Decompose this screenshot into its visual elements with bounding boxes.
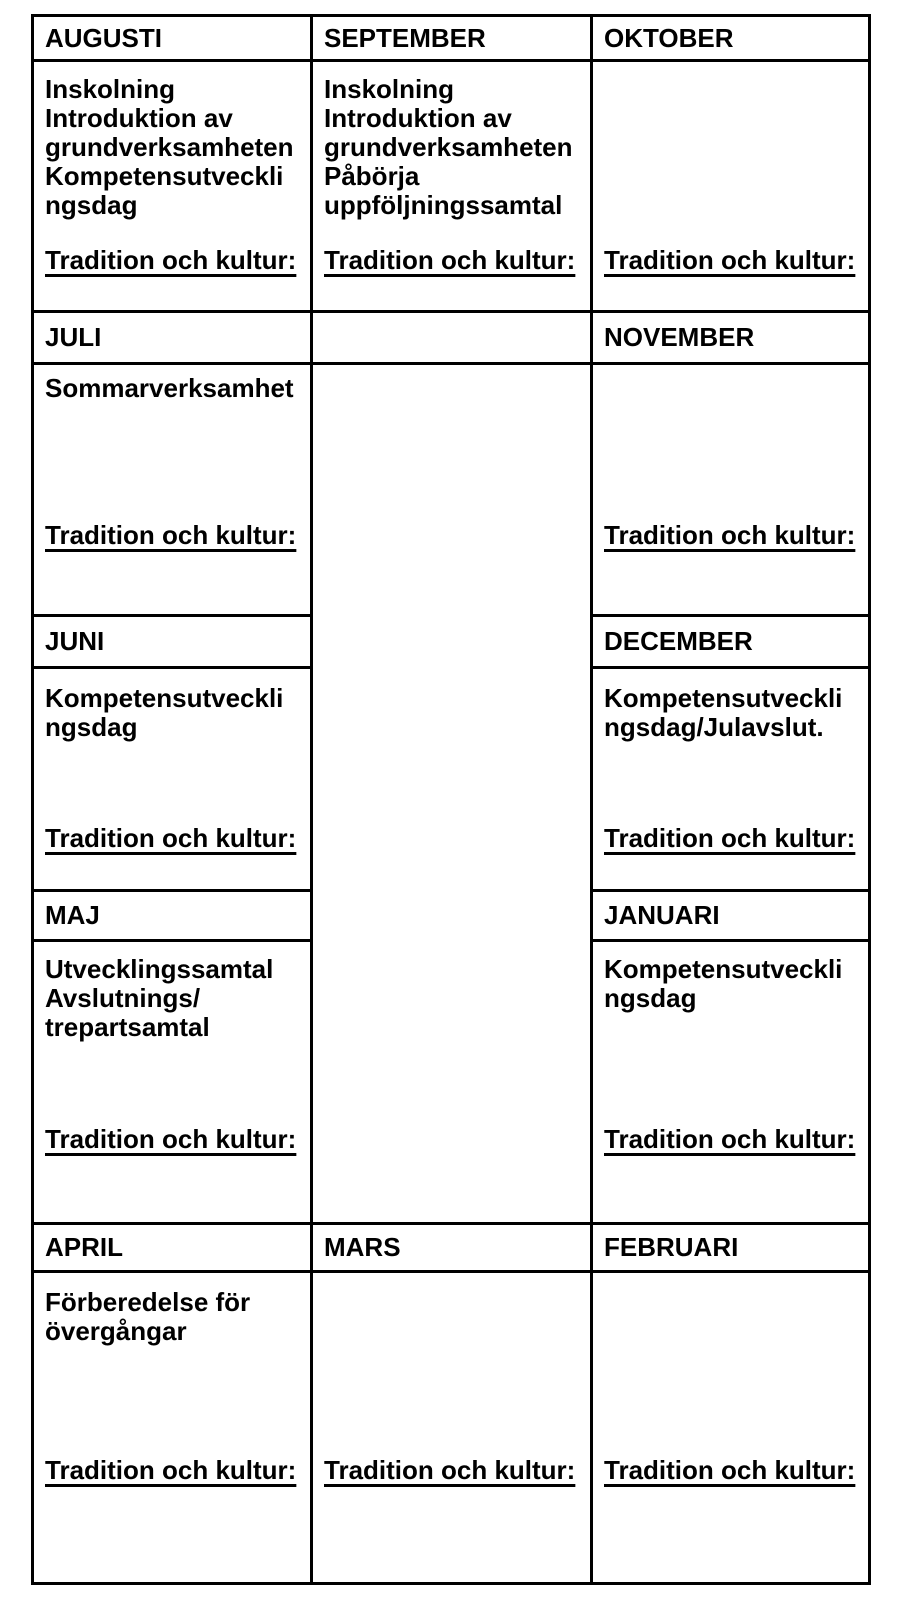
month-header-februari: FEBRUARI <box>592 1224 870 1272</box>
tradition-kultur-label: Tradition och kultur: <box>604 520 856 550</box>
month-cell-september <box>312 61 592 312</box>
september-activities <box>313 62 590 220</box>
month-header-december: DECEMBER <box>592 616 870 668</box>
activity-line: Förberedelse för <box>45 1287 251 1317</box>
activity-line: grundverksamheten <box>324 132 573 162</box>
activity-line: Kompetensutveckli <box>604 683 843 713</box>
april-activities <box>34 1273 310 1346</box>
month-cell-februari <box>592 1272 870 1584</box>
december-activities <box>593 669 868 742</box>
activity-line: Kompetensutveckli <box>604 954 843 984</box>
month-header-mars: MARS <box>312 1224 592 1272</box>
januari-activities <box>593 942 868 1013</box>
tradition-kultur-label: Tradition och kultur: <box>604 1124 856 1154</box>
tradition-kultur-label: Tradition och kultur: <box>45 1455 297 1485</box>
month-header-september: SEPTEMBER <box>312 16 592 61</box>
month-header-april: APRIL <box>33 1224 312 1272</box>
tradition-kultur-label: Tradition och kultur: <box>45 245 297 275</box>
month-header-november: NOVEMBER <box>592 312 870 364</box>
activity-line: Inskolning <box>324 74 454 104</box>
month-cell-augusti <box>33 61 312 312</box>
month-header-augusti: AUGUSTI <box>33 16 312 61</box>
maj-activities <box>34 942 310 1042</box>
activity-line: Avslutnings/ <box>45 983 201 1013</box>
activity-line: övergångar <box>45 1316 187 1346</box>
month-cell-november <box>592 364 870 616</box>
empty-header-cell <box>312 312 592 364</box>
tradition-kultur-label: Tradition och kultur: <box>604 823 856 853</box>
month-cell-april <box>33 1272 312 1584</box>
activity-line: Påbörja <box>324 161 420 191</box>
activity-line: ngsdag/Julavslut. <box>604 712 824 742</box>
juni-activities <box>34 669 310 742</box>
month-header-oktober: OKTOBER <box>592 16 870 61</box>
activity-line: Introduktion av <box>45 103 233 133</box>
tradition-kultur-label: Tradition och kultur: <box>324 1455 576 1485</box>
merged-empty-cell <box>312 364 592 1224</box>
month-cell-mars <box>312 1272 592 1584</box>
activity-line: ngsdag <box>45 712 138 742</box>
year-planner-table <box>31 14 871 1585</box>
activity-line: uppföljningssamtal <box>324 190 563 220</box>
activity-line: ngsdag <box>45 190 138 220</box>
activity-line: Kompetensutveckli <box>45 161 284 191</box>
month-cell-december <box>592 668 870 891</box>
juli-activities <box>34 365 310 403</box>
month-header-juli: JULI <box>33 312 312 364</box>
activity-line: ngsdag <box>604 983 697 1013</box>
activity-line: Kompetensutveckli <box>45 683 284 713</box>
tradition-kultur-label: Tradition och kultur: <box>604 245 856 275</box>
activity-line: Utvecklingssamtal <box>45 954 274 984</box>
tradition-kultur-label: Tradition och kultur: <box>45 520 297 550</box>
month-header-juni: JUNI <box>33 616 312 668</box>
month-cell-maj <box>33 941 312 1224</box>
activity-line: trepartsamtal <box>45 1012 210 1042</box>
month-header-maj: MAJ <box>33 891 312 941</box>
month-cell-juli <box>33 364 312 616</box>
tradition-kultur-label: Tradition och kultur: <box>604 1455 856 1485</box>
month-cell-januari <box>592 941 870 1224</box>
month-header-januari: JANUARI <box>592 891 870 941</box>
activity-line: Introduktion av <box>324 103 512 133</box>
tradition-kultur-label: Tradition och kultur: <box>45 823 297 853</box>
month-cell-juni <box>33 668 312 891</box>
activity-line: Inskolning <box>45 74 175 104</box>
tradition-kultur-label: Tradition och kultur: <box>324 245 576 275</box>
month-cell-oktober <box>592 61 870 312</box>
tradition-kultur-label: Tradition och kultur: <box>45 1124 297 1154</box>
activity-line: Sommarverksamhet <box>45 373 294 403</box>
augusti-activities <box>34 62 310 220</box>
activity-line: grundverksamheten <box>45 132 294 162</box>
